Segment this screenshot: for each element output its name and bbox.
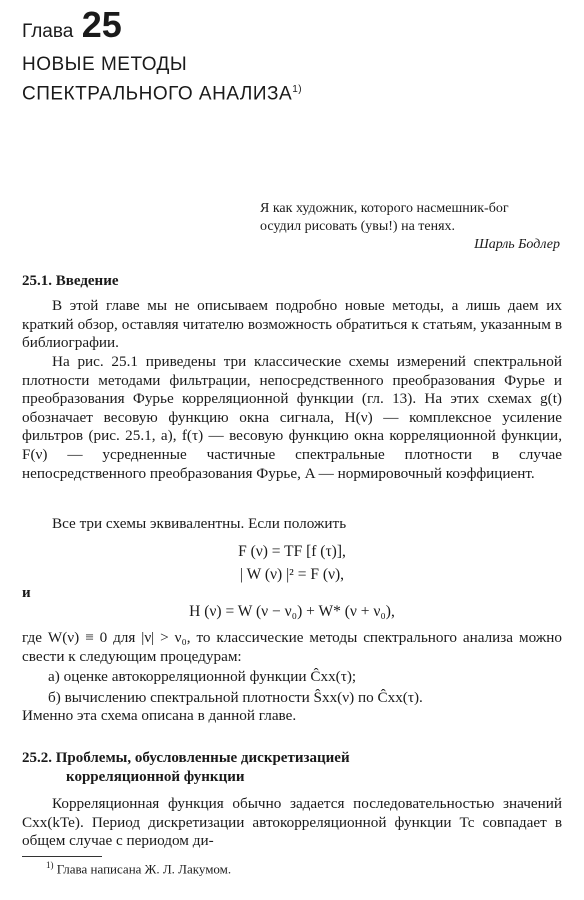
equation-3: H (ν) = W (ν − ν₀) + W* (ν + ν₀), [189, 603, 395, 620]
paragraph-correlation: Корреляционная функция обычно задается последовательностью значений Cxx(kTe). Период дискретизации автокорреляционной функции Tc совпадает в общем случае с периодом ди- [22, 795, 562, 850]
paragraph-procedures: где W(ν) ≡ 0 для |ν| > ν₀, то классические методы спектрального анализа можно свести к следующим процедурам: [22, 629, 562, 665]
title-footnote-mark: 1) [292, 84, 303, 95]
footnote-mark: 1) [46, 860, 54, 870]
chapter-title [22, 52, 302, 106]
paragraph-intro: В этой главе мы не описываем подробно новые методы, а лишь даем их краткий обзор, оставляя читателю возможность обратиться к статьям, указанным в библиографии. [22, 297, 562, 352]
footnote-divider [22, 856, 102, 857]
paragraph-equivalent: Все три схемы эквивалентны. Если положить [52, 515, 347, 532]
footnote [46, 860, 231, 877]
chapter-number: 25 [81, 4, 122, 45]
chapter-word: Глава [22, 21, 74, 42]
conjunction-and: и [22, 585, 31, 601]
paragraph-schemes: На рис. 25.1 приведены три классические схемы измерений спектральной плотности методами фильтрации, непосредственного преобразования Фурье и преобразования Фурье корреляционной функции (гл. 13). На этих схемах g(t) обозначает весовую функцию окна сигнала, H(ν) — комплексное усиление фильтров (рис. 25.1, a), f(τ) — весовую функцию окна корреляционной функции, F(ν) — усредненные частичные спектральные плотности в случае непосредственного преобразования Фурье, A — нормировочный коэффициент. [22, 353, 562, 482]
equation-2: | W (ν) |² = F (ν), [239, 566, 345, 583]
heading-25-2-line-1: 25.2. Проблемы, обусловленные дискретизацией [22, 750, 350, 766]
epigraph-line-2: осудил рисовать (увы!) на тенях. [260, 219, 456, 234]
paragraph-scheme-described: Именно эта схема описана в данной главе. [22, 707, 297, 724]
footnote-text: Глава написана Ж. Л. Лакумом. [56, 861, 232, 877]
title-line-2: СПЕКТРАЛЬНОГО АНАЛИЗА [22, 83, 293, 105]
section-heading-25-1: 25.1. Введение [22, 273, 119, 289]
equation-1: F (ν) = TF [f (τ)], [238, 543, 346, 560]
list-item-b: б) вычислению спектральной плотности Ŝxx(ν) по Ĉxx(τ). [48, 689, 423, 706]
heading-25-2-line-2: корреляционной функции [66, 769, 245, 785]
epigraph [260, 200, 560, 254]
epigraph-line-1: Я как художник, которого насмешник-бог [260, 201, 509, 216]
title-line-1: НОВЫЕ МЕТОДЫ [22, 54, 188, 75]
epigraph-author: Шарль Бодлер [474, 237, 560, 252]
equations-block [0, 540, 584, 586]
section-heading-25-2 [22, 749, 350, 787]
list-item-a: а) оценке автокорреляционной функции Ĉxx(τ); [48, 668, 357, 685]
chapter-label [22, 4, 122, 46]
